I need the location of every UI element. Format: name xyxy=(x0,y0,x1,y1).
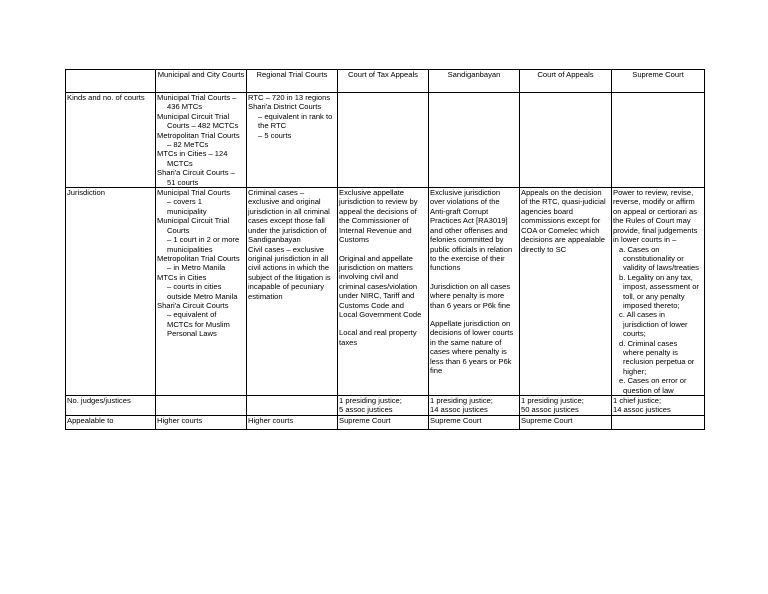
cell-line: Courts xyxy=(167,225,190,235)
cell-line: under the jurisdiction of xyxy=(248,225,327,235)
cell-line: Metropolitan Trial Courts xyxy=(157,130,240,140)
cell-line: Original and appellate xyxy=(339,253,413,263)
cell-line: Jurisdiction on all cases xyxy=(430,281,511,291)
cell-line: Courts – 482 MCTCs xyxy=(167,121,239,131)
cell-line: involving civil and xyxy=(339,272,399,282)
header-ca: Court of Appeals xyxy=(520,70,612,93)
row-label: No. judges/justices xyxy=(66,396,156,416)
row-kinds xyxy=(66,93,705,188)
jurisdiction-sc-cell xyxy=(612,188,705,396)
cell-line: of the RTC, quasi-judicial xyxy=(521,197,606,207)
cell-line: MTCs in Cities xyxy=(157,272,207,282)
jurisdiction-ca-cell xyxy=(520,188,612,396)
kinds-ca-cell xyxy=(520,93,612,188)
appealable-rtc-cell: Higher courts xyxy=(247,415,338,429)
kinds-mtc-cell xyxy=(156,93,247,188)
cell-line: validity of laws/treaties xyxy=(623,263,699,273)
cell-line: functions xyxy=(430,263,461,273)
cell-line: cases where penalty is xyxy=(430,347,507,357)
cell-line: 1 presiding justice; xyxy=(339,396,402,405)
cell-line: Municipal Trial Courts xyxy=(157,188,231,198)
cell-line: in the same nature of xyxy=(430,337,502,347)
cell-line: RTC – 720 in 13 regions xyxy=(248,93,331,102)
cell-line: imposed thereto; xyxy=(623,300,680,310)
cell-line: subject of the litigation is xyxy=(248,272,331,282)
cell-line: – in Metro Manila xyxy=(167,263,226,273)
cell-line: the Rules of Court may xyxy=(613,216,691,226)
cell-line: MTCs in Cities – 124 xyxy=(157,149,228,159)
cell-spacer xyxy=(339,245,427,254)
header-row xyxy=(66,70,705,93)
cell-line: – courts in cities xyxy=(167,282,222,292)
jurisdiction-mtc-cell xyxy=(156,188,247,396)
header-sandiganbayan: Sandiganbayan xyxy=(429,70,520,93)
cell-line: in lower courts in – xyxy=(613,235,677,245)
cell-line: Appellate jurisdiction on xyxy=(430,318,511,328)
row-judges xyxy=(66,396,705,416)
kinds-rtc-cell xyxy=(247,93,338,188)
cell-line: than 6 years or P6k fine xyxy=(430,300,511,310)
header-rtc: Regional Trial Courts xyxy=(247,70,338,93)
judges-mtc-cell xyxy=(156,396,247,416)
cell-line: impost, assessment or xyxy=(623,282,699,292)
cell-line: decisions are appealable xyxy=(521,235,606,245)
cell-line: to the exercise of their xyxy=(430,253,505,263)
cell-line: Internal Revenue and xyxy=(339,225,412,235)
cell-line: Anti-graft Corrupt xyxy=(430,206,489,216)
cell-line: Shari'a Circuit Courts xyxy=(157,300,229,310)
appealable-cta-cell: Supreme Court xyxy=(338,415,429,429)
cell-line: appeal the decisions of xyxy=(339,206,417,216)
cell-line: Local and real property xyxy=(339,328,417,338)
cell-spacer xyxy=(430,273,518,282)
cell-line: MCTCs for Muslim xyxy=(167,319,230,329)
judges-sb-cell xyxy=(429,396,520,416)
cell-line: – 1 court in 2 or more xyxy=(167,235,240,245)
cell-line: Power to review, revise, xyxy=(613,188,694,198)
cell-line: Municipal Circuit Trial xyxy=(157,111,230,121)
row-appealable xyxy=(66,415,705,429)
row-label: Jurisdiction xyxy=(66,188,156,396)
cell-line: criminal cases/violation xyxy=(339,281,418,291)
cell-line: Customs xyxy=(339,235,369,245)
cell-line: jurisdiction to review by xyxy=(339,197,418,207)
cell-line: decisions of lower courts xyxy=(430,328,514,338)
cell-line: a. Cases on xyxy=(619,244,660,254)
cell-line: 51 courts xyxy=(167,177,199,187)
judges-rtc-cell xyxy=(247,396,338,416)
cell-line: 50 assoc justices xyxy=(521,405,579,415)
cell-line: over violations of the xyxy=(430,197,500,207)
cell-line: original jurisdiction in all xyxy=(248,253,329,263)
cell-line: Shari'a District Courts xyxy=(248,102,322,112)
cell-line: question of law xyxy=(623,385,674,395)
jurisdiction-cta-cell xyxy=(338,188,429,396)
cell-line: Sandiganbayan xyxy=(248,235,301,245)
cell-line: 5 assoc justices xyxy=(339,405,393,415)
court-comparison-table xyxy=(65,69,705,430)
cell-line: jurisdiction in all criminal xyxy=(248,206,330,216)
cell-line: and other offenses and xyxy=(430,225,508,235)
cell-line: Exclusive appellate xyxy=(339,188,405,198)
cell-line: municipalities xyxy=(167,244,213,254)
cell-line: estimation xyxy=(248,291,283,301)
cell-line: – 5 courts xyxy=(258,130,292,140)
appealable-sc-cell xyxy=(612,415,705,429)
cell-line: – covers 1 xyxy=(167,197,203,207)
cell-line: MCTCs xyxy=(167,158,193,168)
header-blank xyxy=(66,70,156,93)
cell-line: incapable of pecuniary xyxy=(248,282,324,292)
judges-cta-cell xyxy=(338,396,429,416)
cell-line: exclusive and original xyxy=(248,197,321,207)
cell-line: Criminal cases – xyxy=(248,188,305,198)
cell-line: Practices Act [RA3019] xyxy=(430,216,508,226)
cell-line: felonies committed by xyxy=(430,235,504,245)
header-mtc: Municipal and City Courts xyxy=(156,70,247,93)
cell-line: Shari'a Circuit Courts – xyxy=(157,168,235,178)
cell-spacer xyxy=(339,319,427,328)
row-label: Appealable to xyxy=(66,415,156,429)
cell-line: d. Criminal cases xyxy=(619,338,678,348)
cell-line: public officials in relation xyxy=(430,244,513,254)
cell-line: courts; xyxy=(623,329,646,339)
cell-line: Personal Laws xyxy=(167,329,217,339)
cell-line: outside Metro Manila xyxy=(167,291,238,301)
cell-line: agencies board xyxy=(521,206,573,216)
cell-line: c. All cases in xyxy=(619,310,666,320)
kinds-cta-cell xyxy=(338,93,429,188)
cell-line: Municipal Circuit Trial xyxy=(157,216,230,226)
cell-line: civil actions in which the xyxy=(248,263,330,273)
kinds-sc-cell xyxy=(612,93,705,188)
cell-line: b. Legality on any tax, xyxy=(619,272,693,282)
cell-line: jurisdiction on matters xyxy=(339,262,413,272)
appealable-mtc-cell: Higher courts xyxy=(156,415,247,429)
kinds-sb-cell xyxy=(429,93,520,188)
jurisdiction-rtc-cell xyxy=(247,188,338,396)
cell-line: less than 6 years or P6k xyxy=(430,356,512,366)
appealable-sb-cell: Supreme Court xyxy=(429,415,520,429)
cell-line: where penalty is more xyxy=(430,291,505,301)
cell-line: Customs Code and xyxy=(339,300,405,310)
cell-line: toll, or any penalty xyxy=(623,291,685,301)
cell-line: Municipal Trial Courts – xyxy=(157,93,237,102)
header-sc: Supreme Court xyxy=(612,70,705,93)
cell-line: provide, final judgements xyxy=(613,225,698,235)
row-label: Kinds and no. of courts xyxy=(66,93,156,188)
judges-ca-cell xyxy=(520,396,612,416)
header-cta: Court of Tax Appeals xyxy=(338,70,429,93)
cell-line: fine xyxy=(430,365,443,375)
cell-line: – equivalent of xyxy=(167,310,217,320)
cell-line: 1 chief justice; xyxy=(613,396,662,405)
cell-line: 1 presiding justice; xyxy=(521,396,584,405)
cell-line: e. Cases on error or xyxy=(619,376,687,386)
cell-line: reverse, modify or affirm xyxy=(613,197,695,207)
cell-line: on appeal or certiorari as xyxy=(613,206,697,216)
cell-line: COA or Comelec which xyxy=(521,225,600,235)
cell-line: Metropolitan Trial Courts xyxy=(157,253,240,263)
cell-line: where penalty is xyxy=(623,347,678,357)
cell-line: the Commissioner of xyxy=(339,216,409,226)
cell-line: 436 MTCs xyxy=(167,102,203,112)
cell-line: directly to SC xyxy=(521,244,567,254)
jurisdiction-sb-cell xyxy=(429,188,520,396)
judges-sc-cell xyxy=(612,396,705,416)
cell-line: taxes xyxy=(339,337,358,347)
cell-line: Local Government Code xyxy=(339,309,422,319)
cell-line: Exclusive jurisdiction xyxy=(430,188,501,198)
cell-line: higher; xyxy=(623,366,647,376)
cell-line: 1 presiding justice; xyxy=(430,396,493,405)
row-jurisdiction xyxy=(66,188,705,396)
cell-line: jurisdiction of lower xyxy=(623,319,688,329)
cell-line: municipality xyxy=(167,206,207,216)
cell-spacer xyxy=(430,310,518,319)
cell-line: commissions except for xyxy=(521,216,601,226)
cell-line: Appeals on the decision xyxy=(521,188,602,198)
cell-line: – 82 MeTCs xyxy=(167,140,209,150)
cell-line: reclusion perpetua or xyxy=(623,357,695,367)
cell-line: the RTC xyxy=(258,121,287,131)
appealable-ca-cell: Supreme Court xyxy=(520,415,612,429)
cell-line: 14 assoc justices xyxy=(613,405,671,415)
cell-line: – equivalent in rank to xyxy=(258,111,333,121)
cell-line: constitutionality or xyxy=(623,253,684,263)
cell-line: 14 assoc justices xyxy=(430,405,488,415)
cell-line: Civil cases – exclusive xyxy=(248,244,324,254)
cell-line: cases except those fall xyxy=(248,216,325,226)
cell-line: under NIRC, Tariff and xyxy=(339,291,415,301)
